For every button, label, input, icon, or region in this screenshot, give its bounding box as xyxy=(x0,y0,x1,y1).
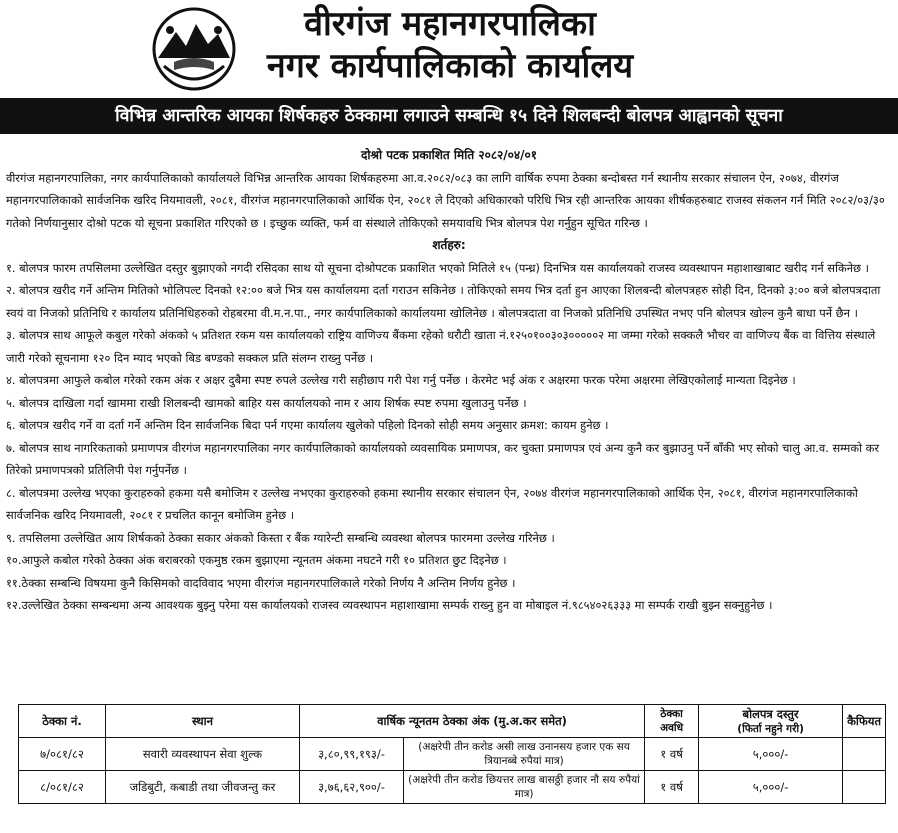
publish-date: दोश्रो पटक प्रकाशित मिति २०८२/०४/०१ xyxy=(360,148,538,162)
col-contract-no: ठेक्का नं. xyxy=(19,705,106,738)
condition-item: १०.आफुले कबोल गरेको ठेक्का अंक बराबरको एकमुष्ठ रकम बुझाएमा न्यूनतम अंकमा नघटने गरी १० प्रतिशत छुट दिइनेछ । xyxy=(6,553,507,567)
cell-place: सवारी व्यवस्थापन सेवा शुल्क xyxy=(106,738,300,771)
condition-item: ८. बोलपत्रमा उल्लेख भएका कुराहरुको हकमा यसै बमोजिम र उल्लेख नभएका कुराहरुको हकमा स्थानीय सरकार संचालन ऐन, २०७४ वीरगंज महानगरपालिकाको आर्थिक ऐन, २०८१, वीरगंज महानगरपालिकाको सार्वजनिक खरिद नियमावली, २०८१ र प्रचलित कानून बमोजिम हुनेछ । xyxy=(6,485,858,522)
cell-duration: १ वर्ष xyxy=(645,771,699,804)
cell-fee: ५,०००/- xyxy=(699,771,843,804)
cell-amount-words: (अक्षरेपी तीन करोड छियत्तर लाख बासठ्ठी हजार नौ सय रुपैयां मात्र) xyxy=(404,771,645,804)
col-duration: ठेक्का अवधि xyxy=(645,705,699,738)
cell-remarks xyxy=(843,771,886,804)
header xyxy=(0,0,898,96)
cell-duration: १ वर्ष xyxy=(645,738,699,771)
condition-item: ११.ठेक्का सम्बन्धि विषयमा कुनै किसिमको वादविवाद भएमा वीरगंज महानगरपालिकाले गरेको निर्णय नै अन्तिम निर्णय हुनेछ । xyxy=(6,575,516,590)
conditions-heading: शर्तहरु: xyxy=(432,238,466,252)
contract-table xyxy=(18,704,886,804)
col-fee xyxy=(699,705,843,738)
page-subtitle: नगर कार्यपालिकाको कार्यालय xyxy=(266,46,634,86)
condition-item: १. बोलपत्र फारम तपसिलमा उल्लेखित दस्तुर बुझाएको नगदी रसिदका साथ यो सूचना दोश्रोपटक प्रकाशित भएको मितिले १५ (पन्ध्र) दिनभित्र यस कार्यालयको राजस्व व्यवस्थापन महाशाखाबाट खरीद गर्न सकिनेछ । xyxy=(6,260,869,275)
condition-item: ७. बोलपत्र साथ नागरिकताको प्रमाणपत्र वीरगंज महानगरपालिका नगर कार्यपालिकाको कार्यालयको व्यवसायिक प्रमाणपत्र, कर चुक्ता प्रमाणपत्र एवं अन्य कुनै कर बुझाउनु पर्ने बाँकी भए सोको चालु आ.व. सम्मको कर तिरेको प्रमाणपत्रको प्रतिलिपी पेश गर्नुपर्नेछ । xyxy=(6,440,880,477)
col-fee-note: (फिर्ता नहुने गरी) xyxy=(737,722,804,735)
page-title: वीरगंज महानगरपालिका xyxy=(304,4,596,44)
col-fee-label: बोलपत्र दस्तुर xyxy=(742,706,799,721)
condition-item: १२.उल्लेखित ठेक्का सम्बन्धमा अन्य आवश्यक बुझ्नु परेमा यस कार्यालयको राजस्व व्यवस्थापन महाशाखामा सम्पर्क राख्नु हुन वा मोबाइल नं.९८५४०२६३३३ मा सम्पर्क राखी बुझ्न सक्नुहुनेछ । xyxy=(6,598,773,612)
col-place: स्थान xyxy=(106,705,300,738)
condition-item: ५. बोलपत्र दाखिला गर्दा खाममा राखी शिलबन्दी खामको बाहिर यस कार्यालयको नाम र आय शिर्षक स्पष्ट रुपमा खुलाउनु पर्नेछ । xyxy=(6,395,527,410)
notice-body xyxy=(6,144,892,617)
intro-paragraph: वीरगंज महानगरपालिका, नगर कार्यपालिकाको कार्यालयले विभिन्न आन्तरिक आयका शिर्षकहरुमा आ.व.२०८२/०८३ का लागि वार्षिक रुपमा ठेक्का बन्दोबस्त गर्न स्थानीय सरकार संचालन ऐन, २०७४, वीरगंज महानगरपालिकाको सार्वजनिक खरिद नियमावली, २०८१, वीरगंज महानगरपालिकाको आर्थिक ऐन, २०८१ ले दिएको अधिकारको परिधि भित्र रही आन्तरिक आयका शीर्षकहरुबाट राजस्व संकलन गर्न मिति २०८२/०३/३० गतेको निर्णयानुसार दोश्रो पटक यो सूचना प्रकाशित गरिएको छ । इच्छुक व्यक्ति, फर्म वा संस्थाले तोकिएको समयावधि भित्र बोलपत्र पेश गर्नुहुन सूचित गरिन्छ । xyxy=(6,170,885,230)
col-remarks: कैफियत xyxy=(843,705,886,738)
cell-fee: ५,०००/- xyxy=(699,738,843,771)
table-row xyxy=(19,738,886,771)
cell-amount: ३,७६,६२,९००/- xyxy=(300,771,404,804)
condition-item: २. बोलपत्र खरीद गर्ने अन्तिम मितिको भोलिपल्ट दिनको १२:०० बजे भित्र यस कार्यालयमा दर्ता गराउन सकिनेछ । तोकिएको समय भित्र दर्ता हुन आएका शिलबन्दी बोलपत्रहरु सोही दिन, दिनको ३:०० बजे बोलपत्रदाता स्वयं वा निजको प्रतिनिधि र कार्यालय प्रतिनिधिहरुको रोहबरमा वी.म.न.पा., नगर कार्यपालिकाको कार्यालयमा खोलिनेछ । बोलपत्रदाता वा निजको प्रतिनिधि उपस्थित नभए पनि बोलपत्र खोल्न कुनै बाधा पर्ने छैन । xyxy=(6,283,881,320)
condition-item: ३. बोलपत्र साथ आफूले कबुल गरेको अंकको ५ प्रतिशत रकम यस कार्यालयको राष्ट्रिय वाणिज्य बैंकमा रहेको धरौटी खाता नं.१२५०१००३०३०००००२ मा जम्मा गरेको सक्कलै भौचर वा वाणिज्य बैंक वा वित्तिय संस्थाले जारी गरेको सूचनामा १२० दिन म्याद भएको बिड बण्डको सक्कल प्रति संलग्न राख्नु पर्नेछ । xyxy=(6,328,876,365)
condition-item: ४. बोलपत्रमा आफुले कबोल गरेको रकम अंक र अक्षर दुबैमा स्पष्ट रुपले उल्लेख गरी सहीछाप गरी पेश गर्नु पर्नेछ । केरमेट भई अंक र अक्षरमा फरक परेमा अक्षरमा लेखिएकोलाई मान्यता दिइनेछ । xyxy=(6,373,796,387)
cell-contract-no: ८/०८१/८२ xyxy=(19,771,106,804)
cell-amount: ३,८०,९९,१९३/- xyxy=(300,738,404,771)
cell-amount-words: (अक्षरेपी तीन करोड असी लाख उनानसय हजार एक सय त्रियानब्बे रुपैयां मात्र) xyxy=(404,738,645,771)
table-row xyxy=(19,771,886,804)
cell-contract-no: ७/०८१/८२ xyxy=(19,738,106,771)
government-emblem-icon xyxy=(148,6,240,92)
table-header-row xyxy=(19,705,886,738)
col-min-amount: वार्षिक न्यूनतम ठेक्का अंक (मु.अ.कर समेत) xyxy=(300,705,645,738)
cell-remarks xyxy=(843,738,886,771)
notice-banner: विभिन्न आन्तरिक आयका शिर्षकहरु ठेक्कामा लगाउने सम्बन्धि १५ दिने शिलबन्दी बोलपत्र आह्वानको सूचना xyxy=(0,98,898,134)
condition-item: ९. तपसिलमा उल्लेखित आय शिर्षकको ठेक्का सकार अंकको किस्ता र बैंक ग्यारेन्टी सम्बन्धि व्यवस्था बोलपत्र फारममा उल्लेख गरिनेछ । xyxy=(6,530,555,545)
condition-item: ६. बोलपत्र खरीद गर्ने वा दर्ता गर्ने अन्तिम दिन सार्वजनिक बिदा पर्न गएमा कार्यालय खुलेको पहिलो दिनको सोही समय अनुसार क्रमश: कायम हुनेछ । xyxy=(6,418,609,432)
cell-place: जडिबुटी, कबाडी तथा जीवजन्तु कर xyxy=(106,771,300,804)
